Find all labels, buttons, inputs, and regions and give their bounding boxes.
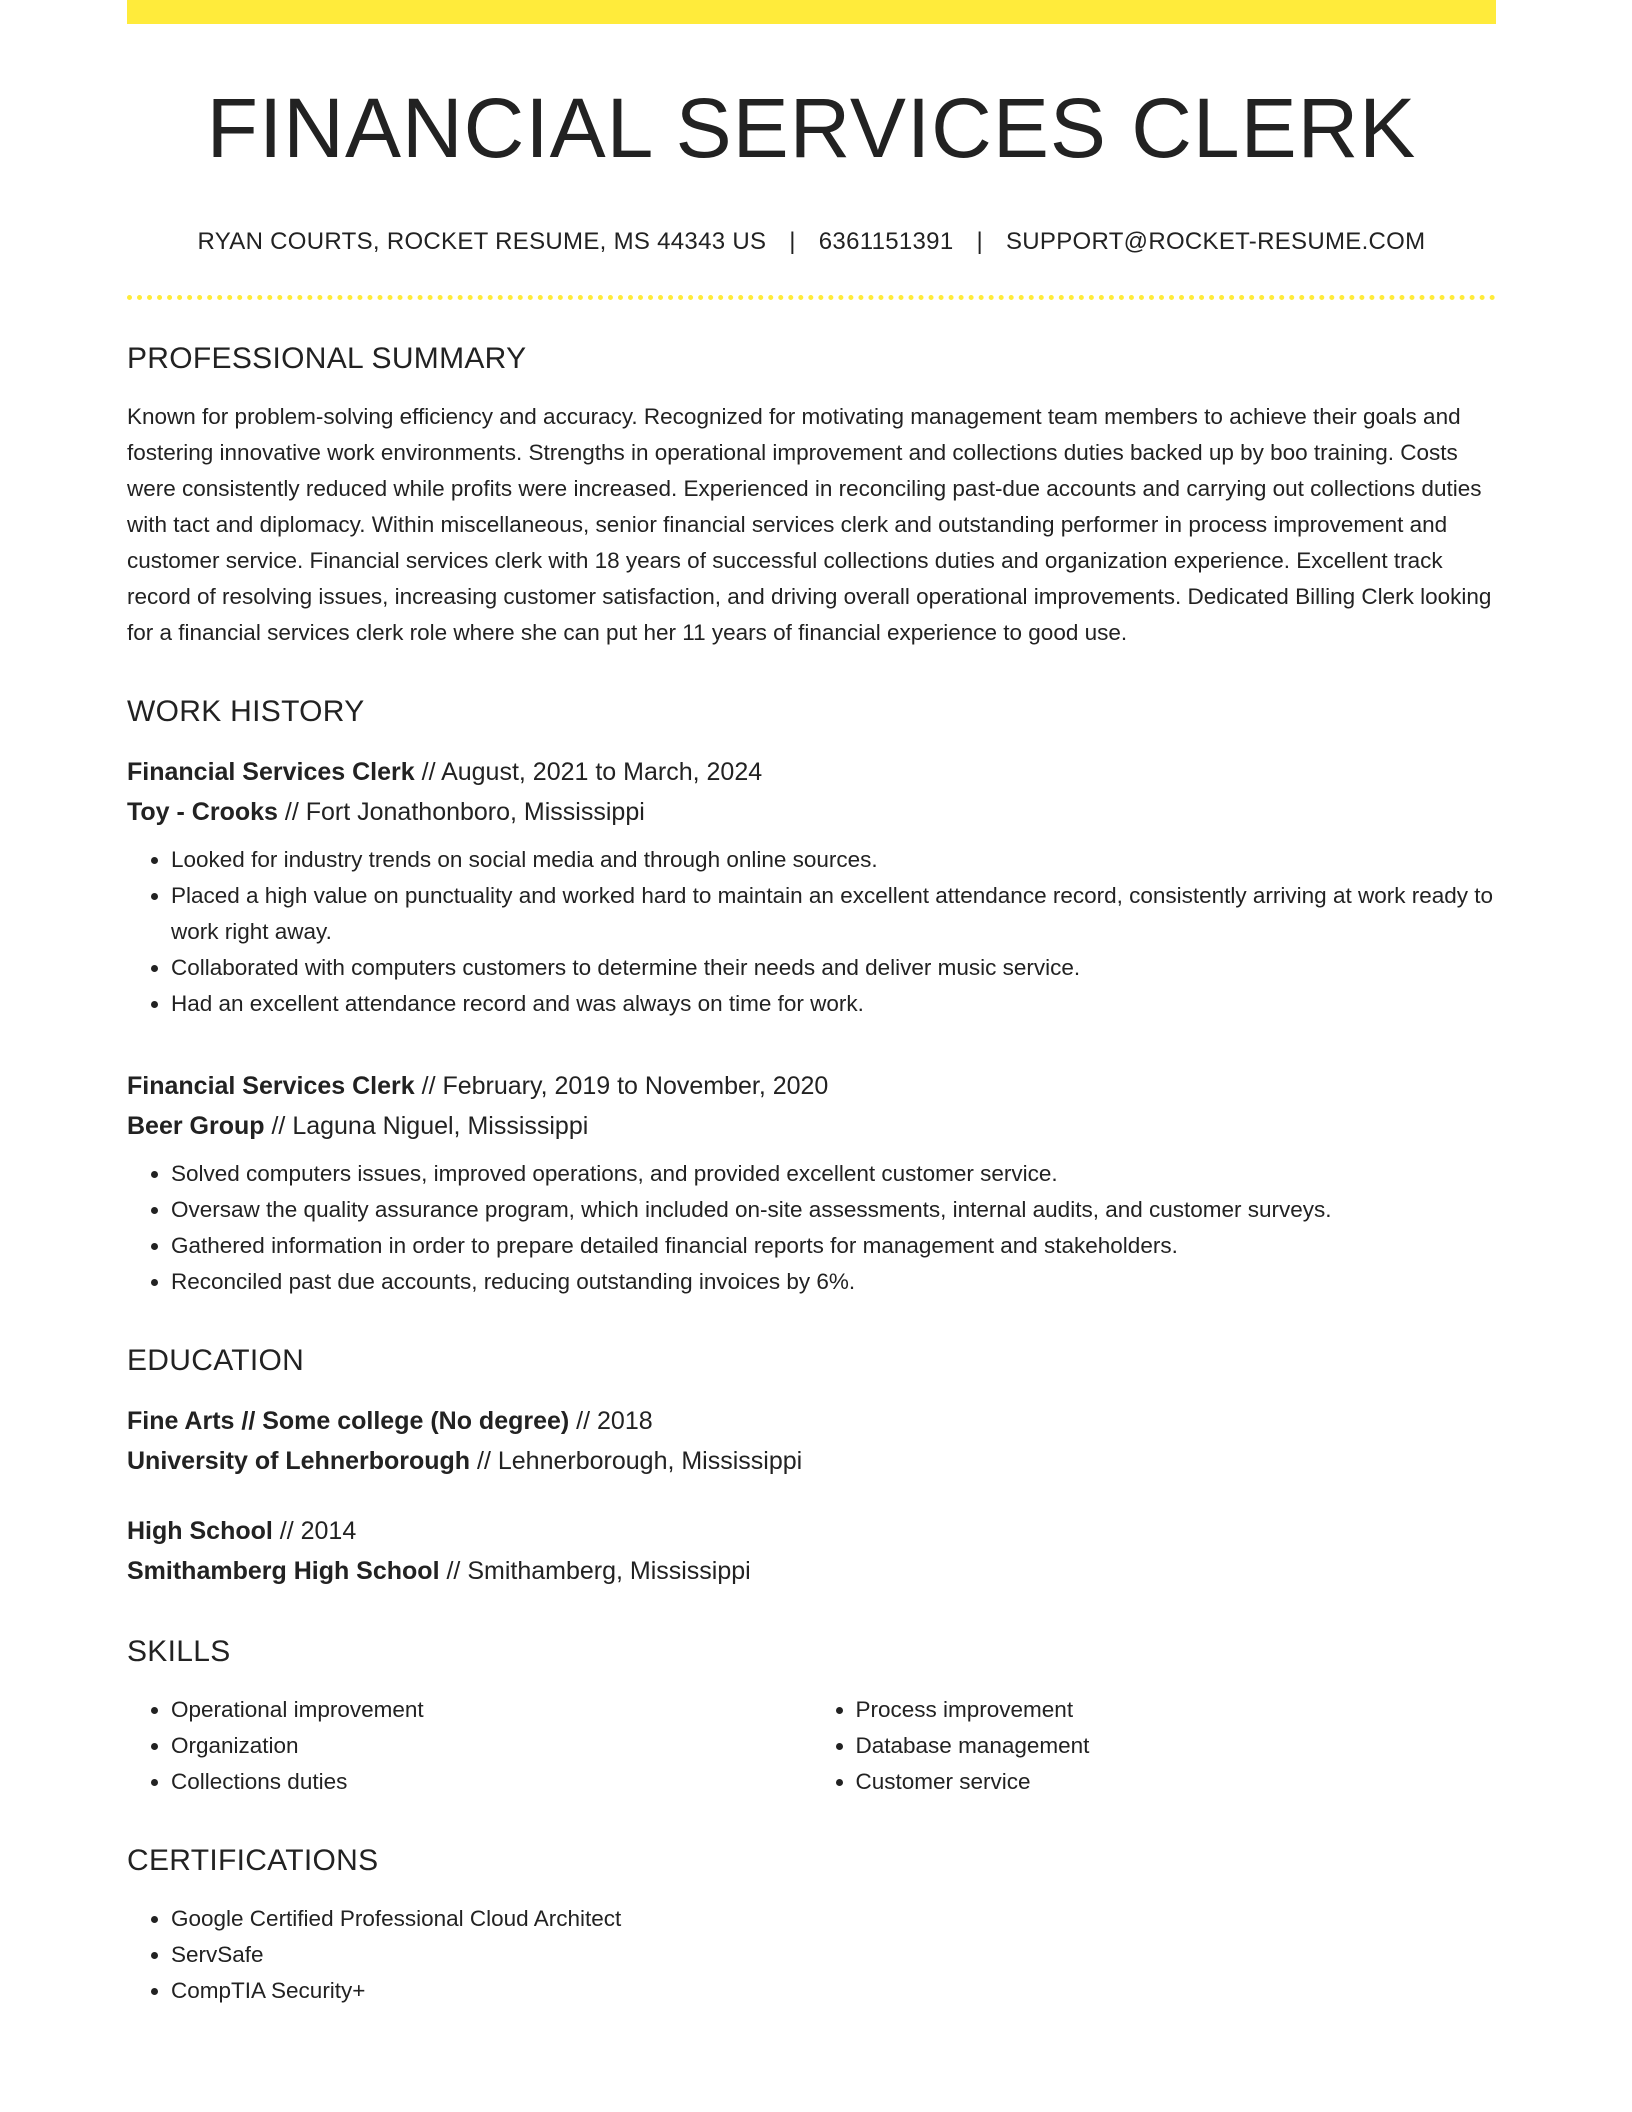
education-school-line <box>127 1551 1496 1591</box>
summary-section <box>127 342 1496 651</box>
education-year: // 2014 <box>272 1517 357 1546</box>
list-item: • Customer service <box>856 1764 1497 1800</box>
job-role-line <box>127 1066 1496 1106</box>
job-bullets <box>127 1156 1496 1300</box>
job-bullets <box>127 842 1496 1022</box>
education-entry <box>127 1511 1496 1591</box>
job-entry <box>127 1066 1496 1300</box>
job-location: // Fort Jonathonboro, Mississippi <box>277 798 645 827</box>
section-title-education: EDUCATION <box>127 1344 305 1378</box>
certifications-section <box>127 1844 1496 2009</box>
education-degree: High School <box>127 1517 273 1546</box>
education-degree-line <box>127 1401 1496 1441</box>
job-role: Financial Services Clerk <box>127 758 415 787</box>
list-item: • CompTIA Security+ <box>171 1973 1496 2009</box>
list-item: • Looked for industry trends on social media and through online sources. <box>171 842 1496 878</box>
job-company: Toy - Crooks <box>127 798 278 827</box>
contact-phone: 6361151391 <box>818 228 954 256</box>
education-degree-line <box>127 1511 1496 1551</box>
job-entry <box>127 752 1496 1022</box>
list-item: • Operational improvement <box>171 1692 812 1728</box>
section-title-summary: PROFESSIONAL SUMMARY <box>127 342 527 376</box>
job-dates: // August, 2021 to March, 2024 <box>414 758 763 787</box>
job-company-line <box>127 1106 1496 1146</box>
list-item: • Oversaw the quality assurance program, which included on-site assessments, internal audits, and customer surveys. <box>171 1192 1496 1228</box>
education-degree: Fine Arts // Some college (No degree) <box>127 1407 570 1436</box>
skills-list-right <box>812 1692 1497 1800</box>
section-title-certifications: CERTIFICATIONS <box>127 1844 379 1878</box>
education-school: University of Lehnerborough <box>127 1447 471 1476</box>
education-location: // Lehnerborough, Mississippi <box>470 1447 803 1476</box>
education-section <box>127 1344 1496 1591</box>
education-school: Smithamberg High School <box>127 1557 440 1586</box>
job-company-line <box>127 792 1496 832</box>
education-school-line <box>127 1441 1496 1481</box>
job-role-line <box>127 752 1496 792</box>
list-item: • ServSafe <box>171 1937 1496 1973</box>
list-item: • Reconciled past due accounts, reducing outstanding invoices by 6%. <box>171 1264 1496 1300</box>
resume-name-title: FINANCIAL SERVICES CLERK <box>206 81 1417 175</box>
list-item: • Collections duties <box>171 1764 812 1800</box>
certifications-list <box>127 1901 1496 2009</box>
contact-email: SUPPORT@ROCKET-RESUME.COM <box>1005 228 1426 256</box>
list-item: • Google Certified Professional Cloud Architect <box>171 1901 1496 1937</box>
list-item: • Collaborated with computers customers to determine their needs and deliver music service. <box>171 950 1496 986</box>
job-company: Beer Group <box>127 1112 265 1141</box>
skills-list-left <box>127 1692 812 1800</box>
list-item: • Solved computers issues, improved operations, and provided excellent customer service. <box>171 1156 1496 1192</box>
job-dates: // February, 2019 to November, 2020 <box>414 1072 829 1101</box>
education-entry <box>127 1401 1496 1481</box>
section-title-skills: SKILLS <box>127 1635 231 1669</box>
list-item: • Process improvement <box>856 1692 1497 1728</box>
contact-address: RYAN COURTS, ROCKET RESUME, MS 44343 US <box>197 228 767 256</box>
accent-top-bar <box>127 0 1496 24</box>
work-history-section <box>127 695 1496 1300</box>
list-item: • Had an excellent attendance record and was always on time for work. <box>171 986 1496 1022</box>
job-location: // Laguna Niguel, Mississippi <box>264 1112 589 1141</box>
resume-page <box>127 0 1496 2009</box>
list-item: • Organization <box>171 1728 812 1764</box>
contact-separator: | <box>789 228 796 256</box>
job-role: Financial Services Clerk <box>127 1072 415 1101</box>
list-item: • Database management <box>856 1728 1497 1764</box>
list-item: • Gathered information in order to prepare detailed financial reports for management and stakeholders. <box>171 1228 1496 1264</box>
skills-section <box>127 1635 1496 1800</box>
education-location: // Smithamberg, Mississippi <box>439 1557 751 1586</box>
dotted-divider <box>127 295 1496 300</box>
section-title-work-history: WORK HISTORY <box>127 695 365 729</box>
skills-columns <box>127 1692 1496 1800</box>
list-item: • Placed a high value on punctuality and worked hard to maintain an excellent attendance record, consistently arriving at work ready to work right away. <box>171 878 1496 950</box>
summary-text: Known for problem-solving efficiency and accuracy. Recognized for motivating management team members to achieve their goals and fostering innovative work environments. Strengths in operational improvement and collections duties backed up by boo training. Costs were consistently reduced while profits were increased. Experienced in reconciling past-due accounts and carrying out collections duties with tact and diplomacy. Within miscellaneous, senior financial services clerk and outstanding performer in process improvement and customer service. Financial services clerk with 18 years of successful collections duties and organization experience. Excellent track record of resolving issues, increasing customer satisfaction, and driving overall operational improvements. Dedicated Billing Clerk looking for a financial services clerk role where she can put her 11 years of financial experience to good use. <box>127 404 1492 646</box>
contact-line <box>127 228 1496 257</box>
education-year: // 2018 <box>569 1407 653 1436</box>
contact-separator: | <box>976 228 983 256</box>
